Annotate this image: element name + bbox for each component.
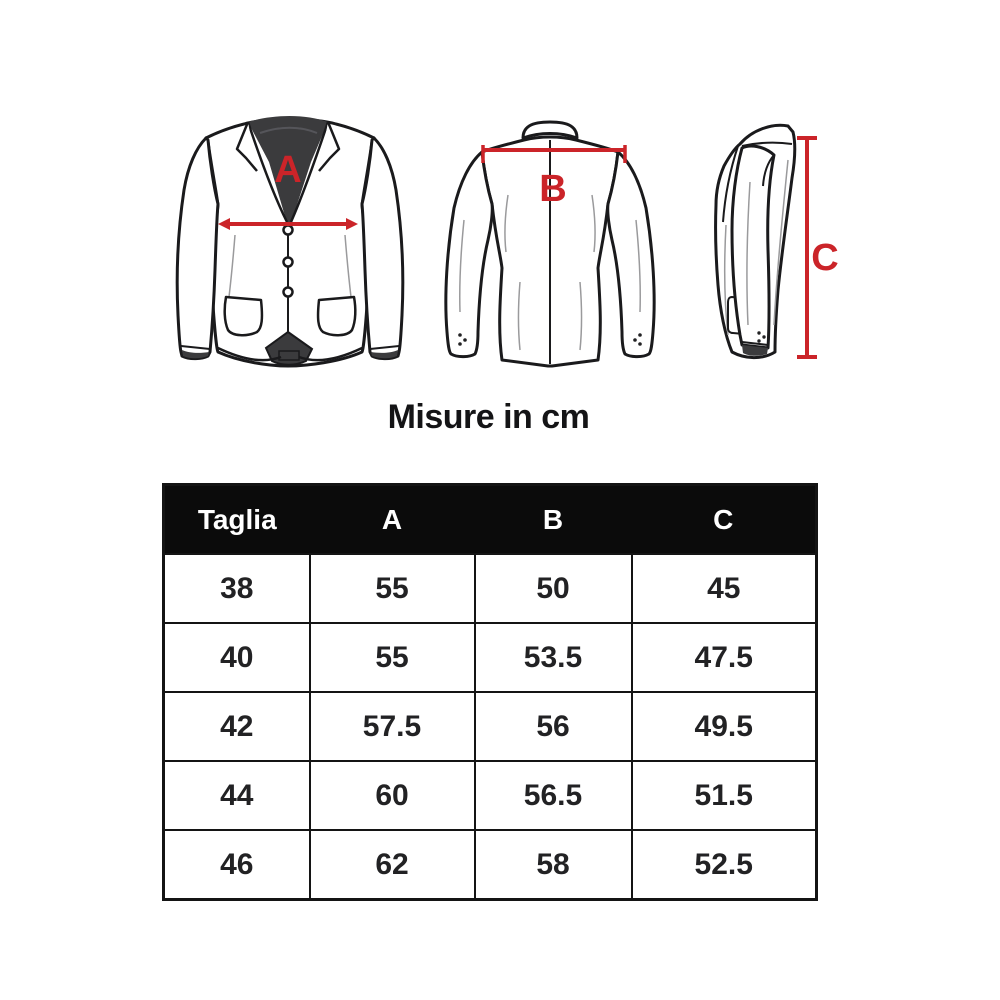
size-table bbox=[162, 483, 818, 901]
back-right-sleeve bbox=[608, 152, 654, 357]
cell-size: 46 bbox=[164, 830, 310, 900]
side-sleeve bbox=[732, 146, 774, 348]
cell-b: 56 bbox=[475, 692, 632, 761]
jacket-side-drawing bbox=[680, 100, 860, 390]
cell-b: 50 bbox=[475, 554, 632, 623]
cell-a: 55 bbox=[310, 623, 475, 692]
cell-size: 44 bbox=[164, 761, 310, 830]
jacket-back-drawing bbox=[420, 100, 680, 380]
header-cell-b: B bbox=[475, 485, 632, 555]
cell-b: 58 bbox=[475, 830, 632, 900]
jacket-front-view bbox=[160, 100, 420, 380]
front-left-pocket bbox=[225, 297, 262, 335]
jacket-side-view bbox=[680, 100, 860, 390]
table-row bbox=[164, 830, 817, 900]
cell-c: 51.5 bbox=[632, 761, 817, 830]
marker-c-label: C bbox=[811, 237, 839, 279]
front-left-sleeve bbox=[177, 138, 218, 359]
cell-c: 45 bbox=[632, 554, 817, 623]
marker-b-label: B bbox=[539, 168, 567, 210]
header-cell-taglia: Taglia bbox=[164, 485, 310, 555]
front-button-1 bbox=[284, 226, 293, 235]
page-title: Misure in cm bbox=[387, 398, 590, 436]
table-row bbox=[164, 692, 817, 761]
jacket-front-drawing bbox=[160, 100, 420, 380]
marker-a-label: A bbox=[274, 149, 302, 191]
front-button-3 bbox=[284, 288, 293, 297]
front-hem-tab bbox=[279, 351, 299, 360]
cell-a: 60 bbox=[310, 761, 475, 830]
front-right-sleeve bbox=[362, 138, 403, 359]
table-row bbox=[164, 623, 817, 692]
cell-size: 40 bbox=[164, 623, 310, 692]
cell-a: 55 bbox=[310, 554, 475, 623]
front-right-pocket bbox=[318, 297, 355, 335]
cell-c: 52.5 bbox=[632, 830, 817, 900]
cell-b: 56.5 bbox=[475, 761, 632, 830]
jacket-back-view bbox=[420, 100, 680, 380]
cell-c: 49.5 bbox=[632, 692, 817, 761]
cell-size: 42 bbox=[164, 692, 310, 761]
size-table-header-row bbox=[164, 485, 817, 555]
cell-size: 38 bbox=[164, 554, 310, 623]
header-cell-c: C bbox=[632, 485, 817, 555]
header-cell-a: A bbox=[310, 485, 475, 555]
cell-a: 57.5 bbox=[310, 692, 475, 761]
table-row bbox=[164, 554, 817, 623]
back-left-sleeve bbox=[446, 152, 492, 357]
cell-a: 62 bbox=[310, 830, 475, 900]
front-button-2 bbox=[284, 258, 293, 267]
table-row bbox=[164, 761, 817, 830]
cell-c: 47.5 bbox=[632, 623, 817, 692]
cell-b: 53.5 bbox=[475, 623, 632, 692]
